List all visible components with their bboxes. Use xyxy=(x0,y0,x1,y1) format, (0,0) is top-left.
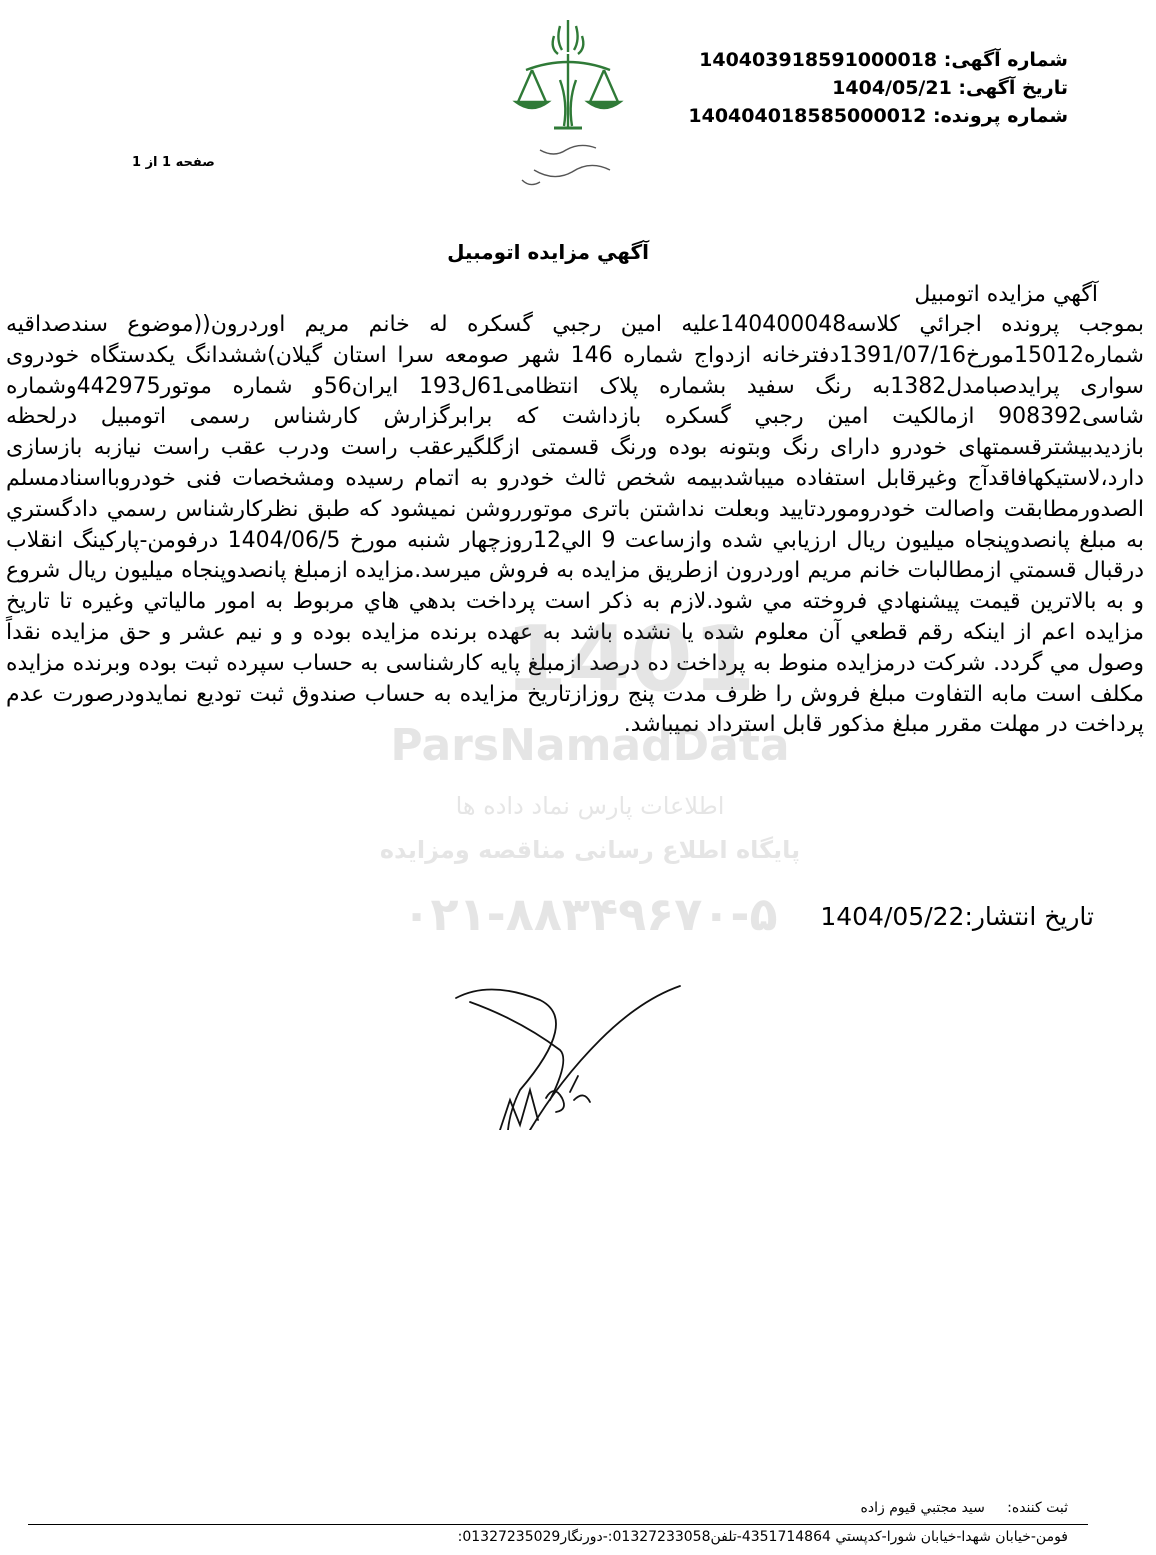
watermark-number: 1401 xyxy=(504,607,756,712)
notice-number-label: شماره آگهی: xyxy=(943,49,1068,71)
signature xyxy=(450,980,690,1130)
footer-divider xyxy=(28,1524,1088,1525)
document-subtitle: آگهي مزايده اتومبيل xyxy=(914,282,1098,307)
watermark-phone: ۰۲۱-۸۸۳۴۹۶۷۰-۵ xyxy=(402,887,778,941)
footer-address: فومن-خیابان شهدا-خیابان شورا-کدپستي 4351714864-تلفن01327233058:-دورنگار01327235029: xyxy=(457,1529,1068,1545)
judiciary-emblem xyxy=(510,10,626,195)
watermark-line-2: پایگاه اطلاع رسانی مناقصه ومزایده xyxy=(379,836,801,864)
notice-number-line xyxy=(699,49,1068,71)
case-number-value: 140404018585000012 xyxy=(688,105,927,127)
notice-body-text: بموجب پرونده اجرائي كلاسه140400048عليه امين رجبي گسكره له خانم مريم اوردرون((موضوع سندصداقیه شماره15012مورخ1391/07/16دفترخانه ازدواج شماره 146 شهر صومعه سرا استان گیلان)ششدانگ یکدستگاه خودروی سواری پرایدصبامدل1382به رنگ سفید بشماره پلاک انتظامی61ل193 ایران56و شماره موتور442975وشماره شاسی908392 ازمالکیت امین رجبي گسکره بازداشت که برابرگزارش کارشناس رسمی اتومبیل درلحظه بازدیدبیشترقسمتهای خودرو دارای رنگ وبتونه بوده ورنگ قسمتی ازگلگیرعقب راست ودرب عقب راست نیازبه بازسازی دارد،لاستیکهافاقدآج وغیرقابل استفاده میباشدبیمه شخص ثالث خودرو به اتمام رسیده ومشخصات فنی خودروبااسنادمسلم الصدورمطابقت واصالت خودروموردتایید وبعلت نداشتن باتری موتورروشن نمیشود که طبق نظرکارشناس رسمي دادگستري به مبلغ پانصدوپنجاه میلیون ريال ارزيابي شده وازساعت 9 الي12روزچهار شنبه مورخ 1404/06/5 درفومن-پارکینگ انقلاب درقبال قسمتي ازمطالبات خانم مریم اوردرون ازطریق مزایده به فروش میرسد.مزايده ازمبلغ پانصدوپنجاه میلیون ريال شروع و به بالاترين قيمت پيشنهادي فروخته مي شود.لازم به ذكر است پرداخت بدهي هاي مربوط به امور مالياتي وغيره تا تاريخ مزايده اعم از اينكه رقم قطعي آن معلوم شده يا نشده باشد به عهده برنده مزايده بوده و و نيم عشر و حق مزايده نقداً وصول مي گردد. شركت درمزايده منوط به پرداخت ده درصد ازمبلغ پایه کارشناسی به حساب سپرده ثبت بوده وبرنده مزایده مکلف است مابه التفاوت مبلغ فروش را ظرف مدت پنج روزازتاریخ مزایده به حساب صندوق ثبت تودیع نمایدودرصورت عدم پرداخت در مهلت مقرر مبلغ مذکور قابل استرداد نمیباشد. xyxy=(6,312,1144,738)
registrar-label: ثبت کننده: xyxy=(1007,1500,1068,1516)
publication-date-label: تاریخ انتشار: xyxy=(964,902,1094,931)
case-number-label: شماره پرونده: xyxy=(932,105,1068,127)
notice-date-value: 1404/05/21 xyxy=(832,77,952,99)
notice-date-line xyxy=(832,77,1068,99)
notice-number-value: 140403918591000018 xyxy=(699,49,938,71)
registrar-line xyxy=(861,1500,1068,1516)
page-number: صفحه 1 از 1 xyxy=(132,155,215,170)
watermark-brand: ParsNamadData xyxy=(390,720,790,771)
registrar-name: سید مجتبي قیوم زاده xyxy=(860,1500,985,1516)
publication-date-line xyxy=(820,902,1094,931)
publication-date-value: 1404/05/22 xyxy=(820,902,965,931)
document-title: آگهي مزايده اتومبيل xyxy=(447,240,649,264)
case-number-line xyxy=(688,105,1068,127)
watermark-line-1: اطلاعات پارس نماد داده ها xyxy=(455,792,725,820)
notice-date-label: تاریخ آگهی: xyxy=(958,77,1068,99)
